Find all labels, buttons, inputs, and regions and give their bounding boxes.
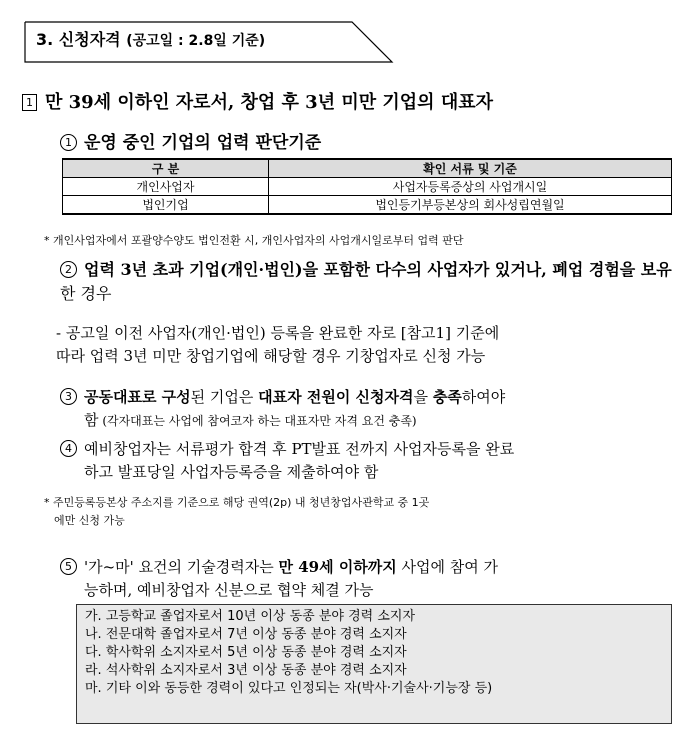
item-3-text-1: 된 기업은 <box>190 388 259 406</box>
section-header <box>24 18 394 66</box>
item-3-bold-2: 대표자 전원이 신청자격 <box>258 388 414 406</box>
circled-number: 5 <box>60 558 77 575</box>
section-title-sub: (공고일 : 2.8일 기준) <box>126 33 266 49</box>
list-item: 나. 전문대학 졸업자로서 7년 이상 동종 분야 경력 소지자 <box>85 627 407 642</box>
item-5 <box>60 556 680 602</box>
table-cell: 개인사업자 <box>63 178 269 196</box>
table-row <box>63 178 672 196</box>
item-3-bold-3: 충족 <box>432 388 462 406</box>
heading-1 <box>22 88 493 114</box>
dash-line-1: - 공고일 이전 사업자(개인·법인) 등록을 완료한 자로 [참고1] 기준에 <box>56 324 500 342</box>
list-item: 다. 학사학위 소지자로서 5년 이상 동종 분야 경력 소지자 <box>85 645 407 660</box>
boxed-number: 1 <box>22 94 37 111</box>
dash-paragraph <box>56 322 678 368</box>
item-2 <box>60 258 680 306</box>
item-5-line-2: 능하며, 예비창업자 신분으로 협약 체결 가능 <box>84 581 374 599</box>
circled-number: 1 <box>60 134 77 151</box>
item-2-text: 업력 3년 초과 기업(개인·법인)을 포함한 다수의 사업자가 있거나, 폐업 경험을 보유 <box>84 260 672 279</box>
table-cell: 법인등기부등본상의 회사성립연월일 <box>269 196 672 215</box>
item-1 <box>60 128 321 153</box>
item-3-text-3: 하여야 <box>461 388 506 406</box>
note-2-line-1: * 주민등록등본상 주소지를 기준으로 해당 권역(2p) 내 청년창업사관학교 중 1곳 <box>44 496 430 509</box>
criteria-box <box>76 604 672 724</box>
note-1: * 개인사업자에서 포괄양수양도 법인전환 시, 개인사업자의 사업개시일로부터 업력 판단 <box>44 234 464 247</box>
item-3-bold-1: 공동대표로 구성 <box>84 388 191 406</box>
table-header: 구 분 <box>63 159 269 178</box>
table-header: 확인 서류 및 기준 <box>269 159 672 178</box>
item-5-bold: 만 49세 이하까지 <box>278 558 397 576</box>
circled-number: 2 <box>60 261 77 278</box>
item-5-text-1: '가~마' 요건의 기술경력자는 <box>84 558 279 576</box>
note-2 <box>44 494 674 530</box>
table-cell: 법인기업 <box>63 196 269 215</box>
section-title-text: 3. 신청자격 <box>36 30 121 49</box>
circled-number: 3 <box>60 388 77 405</box>
circled-number: 4 <box>60 440 77 457</box>
item-2-tail: 한 경우 <box>60 284 112 303</box>
section-title <box>36 27 265 50</box>
table-row <box>63 196 672 215</box>
item-5-text-2: 사업에 참여 가 <box>396 558 499 576</box>
item-3-small: (각자대표는 사업에 참여코자 하는 대표자만 자격 요건 충족) <box>98 414 417 428</box>
list-item: 가. 고등학교 졸업자로서 10년 이상 동종 분야 경력 소지자 <box>85 609 416 624</box>
table-header-row <box>63 159 672 178</box>
item-4 <box>60 438 680 484</box>
list-item: 라. 석사학위 소지자로서 3년 이상 동종 분야 경력 소지자 <box>85 663 407 678</box>
item-4-line-2: 하고 발표당일 사업자등록증을 제출하여야 함 <box>84 463 379 481</box>
criteria-table <box>62 158 672 215</box>
note-2-line-2: 에만 신청 가능 <box>54 514 125 527</box>
item-1-text: 운영 중인 기업의 업력 판단기준 <box>84 133 322 153</box>
list-item: 마. 기타 이와 동등한 경력이 있다고 인정되는 자(박사·기술사·기능장 등) <box>85 681 493 696</box>
item-4-line-1: 예비창업자는 서류평가 합격 후 PT발표 전까지 사업자등록을 완료 <box>84 440 515 458</box>
item-3-text-2: 을 <box>413 388 433 406</box>
heading-1-text: 만 39세 이하인 자로서, 창업 후 3년 미만 기업의 대표자 <box>45 92 493 113</box>
dash-line-2: 따라 업력 3년 미만 창업기업에 해당할 경우 기창업자로 신청 가능 <box>56 347 486 365</box>
item-3-line-2: 함 <box>84 411 99 429</box>
item-3 <box>60 386 680 433</box>
table-cell: 사업자등록증상의 사업개시일 <box>269 178 672 196</box>
